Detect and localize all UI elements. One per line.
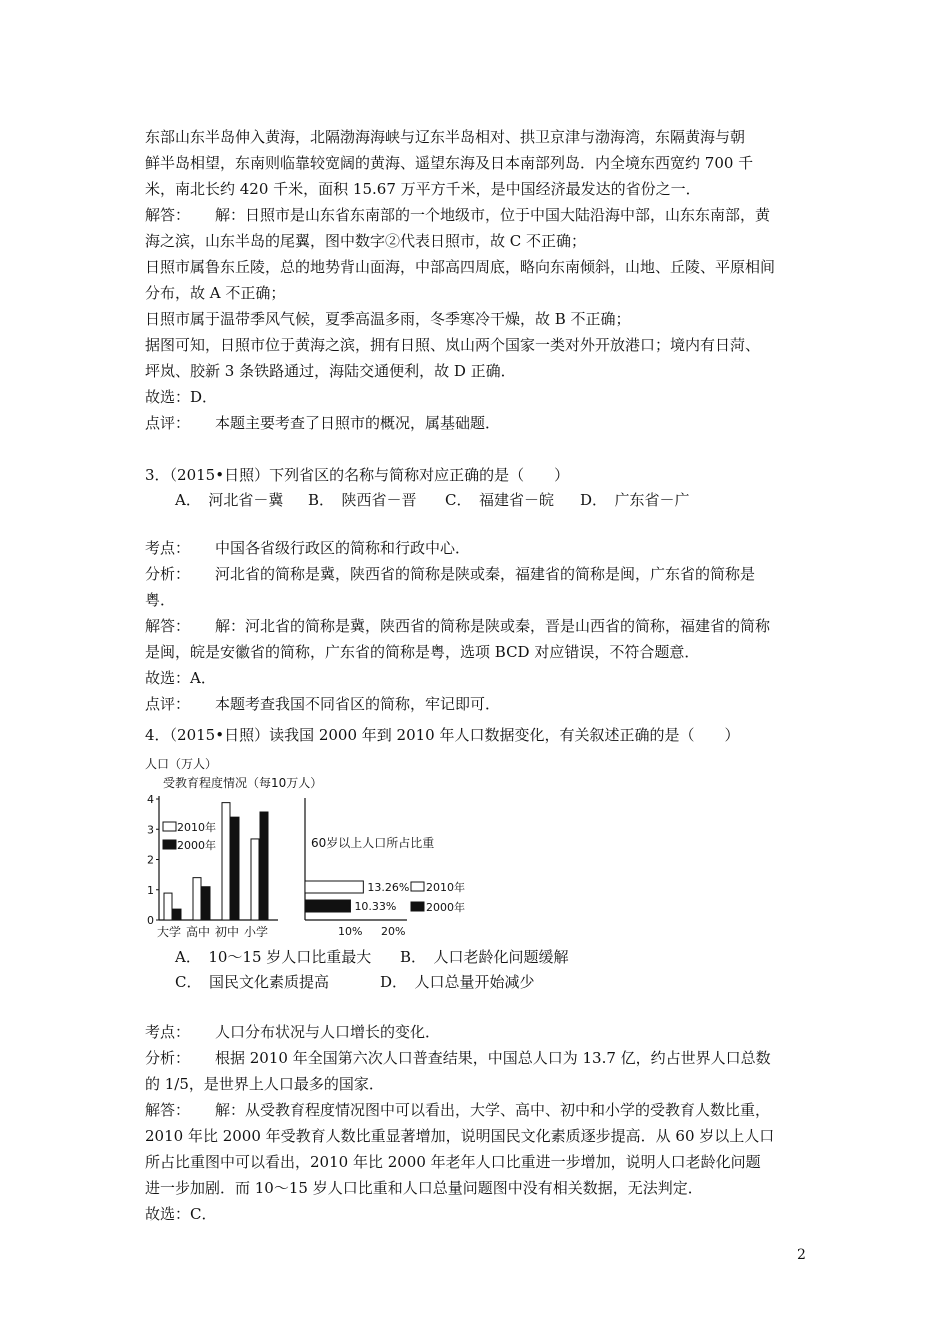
hbar-value-label: 10.33% [354, 900, 397, 913]
text-line: 分布，故 A 不正确； [145, 284, 286, 302]
q3-option-b: B． 陕西省－晋 [308, 491, 417, 509]
bar-小学-2000年 [260, 812, 268, 920]
right-chart-title: 60岁以上人口所占比重 [311, 836, 435, 850]
y-tick-label: 2 [147, 853, 154, 867]
text-line: 日照市属鲁东丘陵，总的地势背山面海，中部高四周底，略向东南倾斜，山地、丘陵、平原相间 [145, 258, 776, 276]
answer-text: 解：日照市是山东省东南部的一个地级市，位于中国大陆沿海中部，山东东南部，黄 [215, 206, 771, 224]
answer-label: 解答： [145, 206, 191, 224]
population-figure [145, 752, 465, 942]
category-label: 初中 [215, 925, 240, 939]
question-3-stem: 3．（2015•日照）下列省区的名称与简称对应正确的是（ ） [145, 466, 570, 484]
q3-option-c: C． 福建省－皖 [445, 491, 554, 509]
text-line: 海之滨，山东半岛的尾翼，图中数字②代表日照市，故 C 不正确； [145, 232, 587, 250]
legend-label-2010: 2010年 [177, 821, 216, 834]
bar-初中-2000年 [231, 817, 239, 920]
fenxi-label: 分析： [145, 1049, 191, 1067]
fenxi-label: 分析： [145, 565, 191, 583]
bar-高中-2010年 [193, 878, 201, 920]
legend-label-2010: 2010年 [426, 881, 465, 894]
kaodian-label: 考点： [145, 1023, 191, 1041]
legend-label-2000: 2000年 [426, 901, 465, 914]
text-line: 米，南北长约 420 千米，面积 15.67 万平方千米，是中国经济最发达的省份之一． [145, 180, 701, 198]
right-tick-label: 10% [338, 925, 363, 938]
text-line: 粤． [145, 591, 176, 609]
bar-大学-2000年 [173, 909, 181, 920]
q4-option-d: D． 人口总量开始减少 [380, 973, 535, 991]
legend-swatch-2010 [411, 882, 424, 891]
comment-text: 本题考查我国不同省区的简称，牢记即可． [215, 695, 501, 713]
text-line: 坪岚、胶新 3 条铁路通过，海陆交通便利，故 D 正确． [145, 362, 516, 380]
left-chart-title: 受教育程度情况（每10万人） [163, 776, 323, 790]
fenxi-text: 河北省的简称是冀，陕西省的简称是陕或秦，福建省的简称是闽，广东省的简称是 [215, 565, 756, 583]
answer-text: 解：河北省的简称是冀，陕西省的简称是陕或秦，晋是山西省的简称，福建省的简称 [215, 617, 771, 635]
hbar-2000年 [305, 900, 350, 912]
answer-label: 解答： [145, 1101, 191, 1119]
y-tick-label: 1 [147, 883, 154, 897]
right-tick-label: 20% [381, 925, 406, 938]
comment-label: 点评： [145, 695, 191, 713]
legend-swatch-2000 [163, 840, 176, 849]
text-line: 东部山东半岛伸入黄海，北隔渤海海峡与辽东半岛相对、拱卫京津与渤海湾，东隔黄海与朝 [145, 128, 746, 146]
q4-option-a: A． 10～15 岁人口比重最大 [175, 948, 372, 966]
q4-option-b: B． 人口老龄化问题缓解 [400, 948, 569, 966]
bar-高中-2000年 [202, 887, 210, 920]
left-chart-ylabel: 人口（万人） [145, 757, 218, 771]
y-tick-label: 4 [147, 793, 154, 806]
category-label: 高中 [186, 925, 211, 939]
answer-label: 解答： [145, 617, 191, 635]
category-label: 小学 [244, 925, 269, 939]
text-line: 所占比重图中可以看出，2010 年比 2000 年老年人口比重进一步增加，说明人口老龄化问题 [145, 1153, 761, 1171]
legend-label-2000: 2000年 [177, 839, 216, 852]
y-tick-label: 3 [147, 823, 154, 837]
question-4-stem: 4．（2015•日照）读我国 2000 年到 2010 年人口数据变化，有关叙述正确的是（ ） [145, 726, 740, 744]
page-number: 2 [797, 1247, 806, 1263]
kaodian-text: 人口分布状况与人口增长的变化． [215, 1023, 441, 1041]
text-line: 据图可知，日照市位于黄海之滨，拥有日照、岚山两个国家一类对外开放港口；境内有日菏、 [145, 336, 761, 354]
text-line: 2010 年比 2000 年受教育人数比重显著增加，说明国民文化素质逐步提高．从 60 岁以上人口 [145, 1127, 775, 1145]
kaodian-label: 考点： [145, 539, 191, 557]
category-label: 大学 [157, 925, 182, 939]
text-line: 日照市属于温带季风气候，夏季高温多雨，冬季寒冷干燥，故 B 不正确； [145, 310, 631, 328]
bar-大学-2010年 [164, 893, 172, 920]
hbar-2010年 [305, 881, 363, 893]
text-line: 是闽，皖是安徽省的简称，广东省的简称是粤，选项 BCD 对应错误，不符合题意． [145, 643, 700, 661]
legend-swatch-2000 [411, 902, 424, 911]
q3-option-d: D． 广东省－广 [580, 491, 690, 509]
comment-label: 点评： [145, 414, 191, 432]
text-line: 进一步加剧．而 10～15 岁人口比重和人口总量问题图中没有相关数据，无法判定． [145, 1179, 703, 1197]
text-line: 鲜半岛相望，东南则临靠较宽阔的黄海、遥望东海及日本南部列岛．内全境东西宽约 700 千 [145, 154, 754, 172]
kaodian-text: 中国各省级行政区的简称和行政中心． [215, 539, 471, 557]
q4-option-c: C． 国民文化素质提高 [175, 973, 329, 991]
hbar-value-label: 13.26% [367, 881, 410, 894]
text-line: 的 1/5，是世界上人口最多的国家． [145, 1075, 384, 1093]
legend-swatch-2010 [163, 822, 176, 831]
choice-text: 故选：C． [145, 1205, 217, 1223]
fenxi-text: 根据 2010 年全国第六次人口普查结果，中国总人口为 13.7 亿，约占世界人口总数 [215, 1049, 771, 1067]
choice-text: 故选：A． [145, 669, 216, 687]
choice-text: 故选：D． [145, 388, 218, 406]
comment-text: 本题主要考查了日照市的概况，属基础题． [215, 414, 501, 432]
q3-option-a: A． 河北省－冀 [175, 491, 284, 509]
bar-初中-2010年 [222, 803, 230, 920]
answer-text: 解：从受教育程度情况图中可以看出，大学、高中、初中和小学的受教育人数比重， [215, 1101, 771, 1119]
bar-小学-2010年 [251, 839, 259, 920]
y-tick-label: 0 [147, 914, 154, 927]
